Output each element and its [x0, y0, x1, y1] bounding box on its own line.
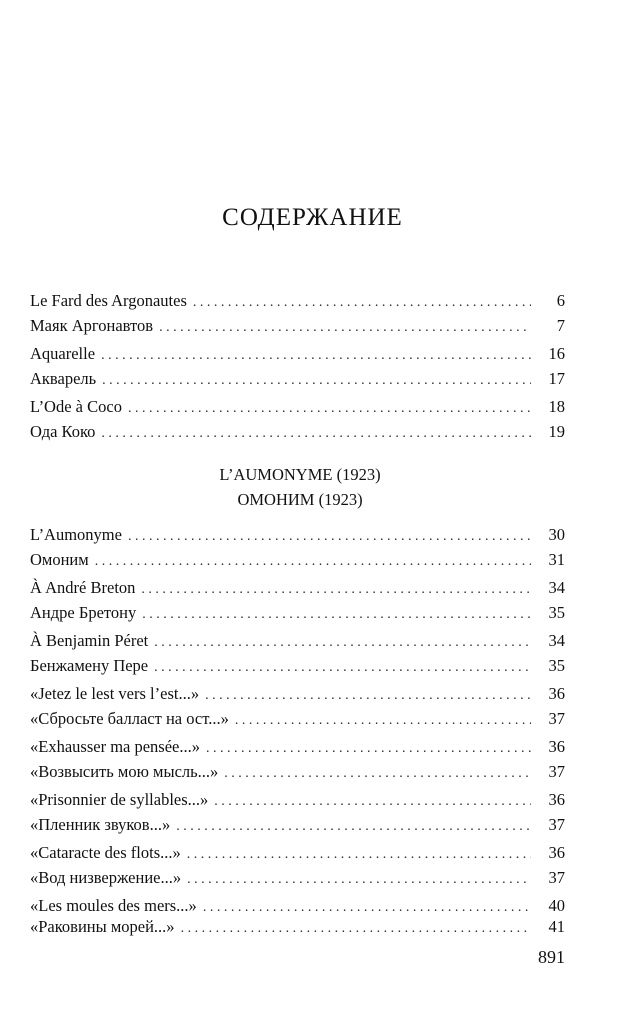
dot-leader: [205, 688, 531, 704]
dot-leader: [101, 348, 531, 364]
toc-entry: [30, 631, 565, 653]
toc-entry-title: «Prisonnier de syllables...»: [30, 790, 209, 809]
toc-entry-page: 37: [548, 762, 565, 781]
toc-entry-page: 17: [548, 369, 565, 388]
toc-entry: [30, 896, 565, 918]
dot-leader: [214, 794, 531, 810]
dot-leader: [95, 554, 531, 570]
toc-entry-title: «Jetez le lest vers l’est...»: [30, 684, 200, 703]
toc-entry-title: «Сбросьте балласт на ост...»: [30, 709, 229, 728]
toc-entry-page: 37: [548, 868, 565, 887]
dot-leader: [187, 872, 531, 888]
toc-entry: [30, 369, 565, 391]
toc-entry: [30, 397, 565, 419]
toc-entry: [30, 868, 565, 890]
toc-entry-title: Омоним: [30, 550, 89, 569]
dot-leader: [176, 819, 531, 835]
page-title: СОДЕРЖАНИЕ: [222, 204, 403, 231]
toc-entry-title: «Exhausser ma pensée...»: [30, 737, 200, 756]
toc-entry-title: À André Breton: [30, 578, 136, 597]
toc-entry-page: 35: [548, 603, 565, 622]
toc-entry: [30, 843, 565, 865]
toc-entry-title: Бенжамену Пере: [30, 656, 149, 675]
toc-entry: [30, 917, 565, 939]
dot-leader: [203, 900, 531, 916]
toc-entry-page: 18: [548, 397, 565, 416]
toc-entry-page: 36: [548, 790, 565, 809]
toc-entry-title: Акварель: [30, 369, 97, 388]
toc-entry-page: 36: [548, 843, 565, 862]
dot-leader: [102, 373, 531, 389]
dot-leader: [154, 660, 531, 676]
toc-entry-page: 40: [548, 896, 565, 915]
toc-entry: [30, 762, 565, 784]
toc-entry: [30, 737, 565, 759]
toc-entry-page: 41: [548, 917, 565, 936]
toc-entry-page: 37: [548, 815, 565, 834]
toc-entry: [30, 709, 565, 731]
dot-leader: [154, 635, 531, 651]
toc-entry: [30, 422, 565, 444]
toc-entry-page: 34: [548, 578, 565, 597]
toc-entry-page: 31: [548, 550, 565, 569]
toc-entry-title: «Раковины морей...»: [30, 917, 175, 936]
toc-entry-title: À Benjamin Péret: [30, 631, 149, 650]
toc-entry-page: 37: [548, 709, 565, 728]
page-number: 891: [538, 947, 565, 967]
section-heading-ru: ОМОНИМ (1923): [237, 490, 363, 509]
toc-entry-page: 16: [548, 344, 565, 363]
toc-entry: [30, 344, 565, 366]
dot-leader: [235, 713, 531, 729]
toc-entry-page: 6: [556, 291, 565, 310]
dot-leader: [141, 582, 531, 598]
toc-entry-title: L’Aumonyme: [30, 525, 122, 544]
toc-entry-title: Андре Бретону: [30, 603, 137, 622]
dot-leader: [128, 401, 531, 417]
section-heading-fr: L’AUMONYME (1923): [219, 465, 381, 484]
toc-entry-page: 34: [548, 631, 565, 650]
toc-entry: [30, 578, 565, 600]
toc-entry-title: «Cataracte des flots...»: [30, 843, 181, 862]
toc-entry: [30, 316, 565, 338]
dot-leader: [193, 295, 531, 311]
dot-leader: [128, 529, 531, 545]
toc-entry: [30, 603, 565, 625]
toc-entry-page: 36: [548, 737, 565, 756]
toc-entry-page: 30: [548, 525, 565, 544]
toc-entry-title: «Возвысить мою мысль...»: [30, 762, 219, 781]
toc-entry-title: Aquarelle: [30, 344, 96, 363]
dot-leader: [206, 741, 531, 757]
dot-leader: [181, 921, 531, 937]
toc-entry: [30, 525, 565, 547]
dot-leader: [187, 847, 531, 863]
toc-entry-title: Ода Коко: [30, 422, 96, 441]
toc-entry: [30, 790, 565, 812]
toc-entry: [30, 656, 565, 678]
toc-entry: [30, 550, 565, 572]
toc-entry-page: 7: [556, 316, 565, 335]
toc-entry-title: Le Fard des Argonautes: [30, 291, 187, 310]
toc-entry-title: «Пленник звуков...»: [30, 815, 171, 834]
toc-entry-page: 36: [548, 684, 565, 703]
toc-entry: [30, 815, 565, 837]
dot-leader: [101, 426, 531, 442]
dot-leader: [159, 320, 531, 336]
toc-entry: [30, 291, 565, 313]
toc-entry-page: 35: [548, 656, 565, 675]
dot-leader: [224, 766, 531, 782]
toc-entry-title: Маяк Аргонавтов: [30, 316, 154, 335]
toc-entry-title: «Вод низвержение...»: [30, 868, 182, 887]
toc-entry-page: 19: [548, 422, 565, 441]
toc-entry-title: «Les moules des mers...»: [30, 896, 197, 915]
toc-entry: [30, 684, 565, 706]
toc-entry-title: L’Ode à Coco: [30, 397, 122, 416]
dot-leader: [142, 607, 531, 623]
